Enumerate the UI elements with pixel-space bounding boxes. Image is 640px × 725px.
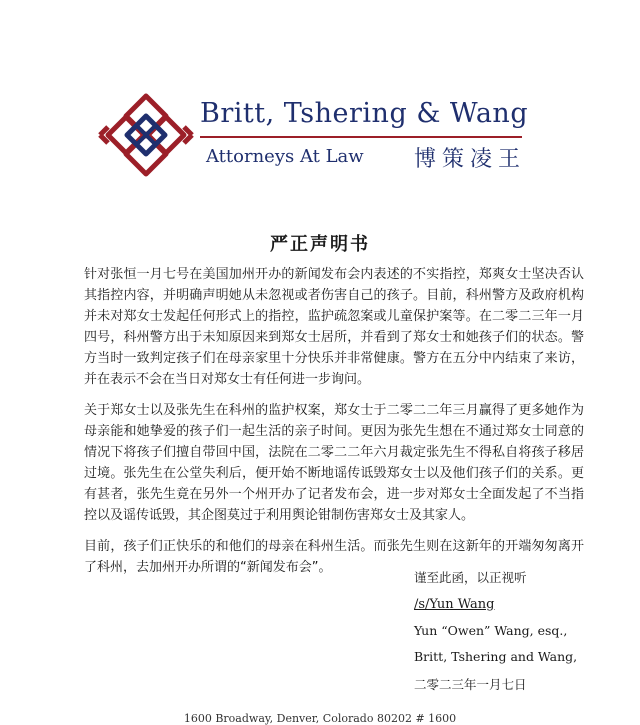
attorney-name: Yun “Owen” Wang, esq., [414, 623, 568, 638]
letterhead-divider [200, 136, 522, 138]
endless-knot-icon [96, 92, 196, 178]
firm-chinese-name: 博策凌王 [414, 147, 527, 172]
signed-name: /s/Yun Wang [414, 597, 495, 612]
footer-address: 1600 Broadway, Denver, Colorado 80202 # 1600 [183, 712, 457, 725]
firm-subtitle: Attorneys At Law [206, 146, 364, 167]
document-title: 严正声明书 [270, 234, 370, 255]
paragraph-2: 关于郑女士以及张先生在科州的监护权案，郑女士于二零二二年三月赢得了更多她作为母亲能和她挚爱的孩子们一起生活的亲子时间。更因为张先生想在不通过郑女士同意的情况下将孩子们擅自带回中国，法院在二零二二年六月裁定张先生不得私自将孩子移居过境。张先生在公堂失利后，便开始不断地谣传诋毁郑女士以及他们孩子们的关系。更有甚者，张先生竟在另外一个州开办了记者发布会，进一步对郑女士全面发起了不当指控以及谣传诋毁，其企图莫过于利用舆论钳制伤害郑女士及其家人。 [84, 403, 584, 523]
paragraph-1: 针对张恒一月七号在美国加州开办的新闻发布会内表述的不实指控，郑爽女士坚决否认其指控内容，并明确声明她从未忽视或者伤害自己的孩子。目前，科州警方及政府机构并未对郑女士发起任何形式上的指控，监护疏忽案或儿童保护案等。在二零二三年一月四号，科州警方出于未知原因来到郑女士居所，并看到了郑女士和她孩子们的状态。警方当时一致判定孩子们在母亲家里十分快乐并非常健康。警方在五分中内结束了来访，并在表示不会在当日对郑女士有任何进一步询问。 [84, 267, 584, 387]
signature-block [414, 568, 614, 704]
signature-firm: Britt, Tshering and Wang, [414, 649, 578, 664]
letterhead [96, 92, 536, 182]
document-body [84, 264, 584, 588]
closing-line: 谨至此函，以正视听 [414, 570, 527, 585]
paragraph-3: 目前，孩子们正快乐的和他们的母亲在科州生活。而张先生则在这新年的开端匆匆离开了科州，去加州开办所谓的“新闻发布会”。 [84, 539, 584, 575]
firm-name: Britt, Tshering & Wang [200, 98, 529, 129]
signature-date: 二零二三年一月七日 [414, 677, 527, 692]
